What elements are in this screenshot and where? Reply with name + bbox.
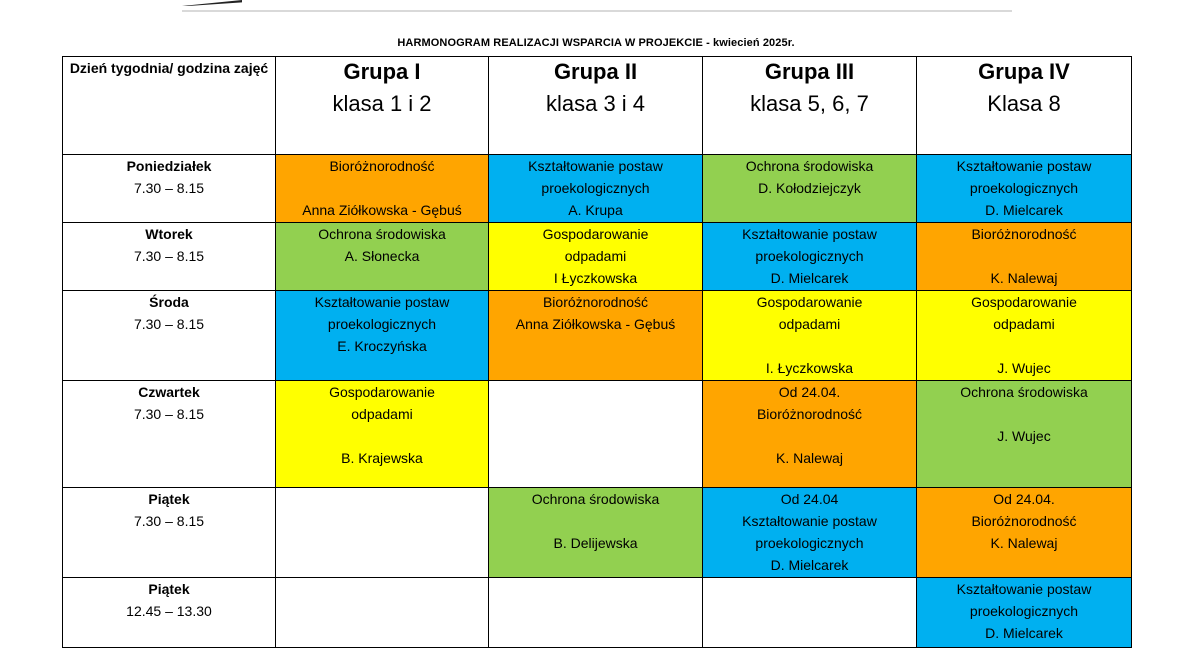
activity-line: Ochrona środowiska — [960, 384, 1088, 400]
group-class: klasa 5, 6, 7 — [750, 91, 869, 116]
activity-line: B. Krajewska — [341, 450, 423, 466]
activity-line: Kształtowanie postaw — [956, 581, 1092, 597]
day-time: 12.45 – 13.30 — [126, 603, 212, 619]
activity-line: Gospodarowanie — [756, 294, 863, 310]
activity-line: K. Nalewaj — [776, 450, 843, 466]
activity-cell — [703, 223, 917, 291]
activity-line: Ochrona środowiska — [531, 491, 660, 507]
activity-line: Od 24.04. — [778, 384, 841, 400]
activity-line: Kształtowanie postaw — [314, 294, 450, 310]
schedule-row — [63, 155, 1132, 223]
activity-line: Anna Ziółkowska - Gębuś — [515, 316, 676, 332]
activity-line: D. Mielcarek — [770, 270, 849, 286]
activity-line: Kształtowanie postaw — [742, 513, 877, 529]
activity-line: proekologicznych — [969, 180, 1079, 196]
activity-line — [917, 335, 1131, 357]
activity-line — [703, 425, 916, 447]
activity-line: Kształtowanie postaw — [956, 158, 1092, 174]
group-name: Grupa I — [343, 59, 421, 84]
activity-line: D. Mielcarek — [985, 625, 1063, 641]
day-cell — [63, 381, 276, 488]
top-logo-strip — [182, 0, 1012, 12]
activity-line: odpadami — [993, 316, 1055, 332]
activity-line: Od 24.04 — [780, 491, 839, 507]
activity-line: Bioróżnorodność — [971, 513, 1077, 529]
activity-cell — [917, 223, 1132, 291]
activity-line: Bioróżnorodność — [329, 158, 435, 174]
group-header-3 — [703, 57, 917, 155]
activity-line: J. Wujec — [997, 428, 1051, 444]
activity-line: K. Nalewaj — [990, 535, 1058, 551]
activity-cell — [276, 223, 489, 291]
activity-line: odpadami — [564, 248, 627, 264]
activity-line: D. Mielcarek — [770, 557, 849, 573]
day-name: Piątek — [148, 491, 190, 507]
activity-line: Bioróżnorodność — [542, 294, 649, 310]
activity-cell — [276, 578, 489, 648]
activity-line: E. Kroczyńska — [337, 338, 427, 354]
schedule-title: HARMONOGRAM REALIZACJI WSPARCIA W PROJEKCIE - kwiecień 2025r. — [397, 37, 795, 49]
group-header-4 — [917, 57, 1132, 155]
day-cell — [63, 291, 276, 381]
activity-cell — [489, 488, 703, 578]
activity-line: J. Wujec — [997, 360, 1051, 376]
day-name: Piątek — [148, 581, 190, 597]
activity-line — [276, 425, 488, 447]
schedule-body — [63, 155, 1132, 648]
group-name: Grupa II — [553, 59, 638, 84]
activity-line: proekologicznych — [755, 248, 864, 264]
activity-line: B. Delijewska — [553, 535, 638, 551]
activity-line: A. Krupa — [568, 202, 623, 218]
activity-line — [489, 510, 702, 532]
activity-line: Anna Ziółkowska - Gębuś — [302, 202, 462, 218]
activity-line — [703, 335, 916, 357]
activity-cell — [917, 291, 1132, 381]
activity-line — [917, 403, 1131, 425]
activity-line: Gospodarowanie — [542, 226, 649, 242]
activity-line: I. Łyczkowska — [765, 360, 854, 376]
activity-cell — [276, 291, 489, 381]
day-time: 7.30 – 8.15 — [133, 248, 205, 264]
day-time: 7.30 – 8.15 — [133, 406, 205, 422]
day-cell — [63, 578, 276, 648]
activity-line: proekologicznych — [541, 180, 650, 196]
day-name: Czwartek — [138, 384, 200, 400]
activity-cell — [917, 155, 1132, 223]
corner-header: Dzień tygodnia/ godzina zajęć — [63, 57, 276, 155]
activity-line: Bioróżnorodność — [971, 226, 1077, 242]
activity-cell — [703, 155, 917, 223]
group-header-1 — [276, 57, 489, 155]
group-class: klasa 1 i 2 — [332, 91, 432, 116]
schedule-row — [63, 223, 1132, 291]
header-row — [63, 57, 1132, 155]
group-class: Klasa 8 — [987, 91, 1061, 116]
group-class: klasa 3 i 4 — [545, 91, 646, 116]
schedule-row — [63, 381, 1132, 488]
day-cell — [63, 155, 276, 223]
activity-line: Gospodarowanie — [329, 384, 435, 400]
activity-line — [276, 177, 488, 199]
activity-cell — [276, 488, 489, 578]
activity-line: Gospodarowanie — [971, 294, 1077, 310]
activity-cell — [703, 488, 917, 578]
activity-cell — [917, 578, 1132, 648]
activity-line: proekologicznych — [327, 316, 437, 332]
activity-cell — [489, 155, 703, 223]
activity-line: Bioróżnorodność — [756, 406, 863, 422]
activity-cell — [703, 381, 917, 488]
activity-line: proekologicznych — [755, 535, 864, 551]
activity-cell — [489, 578, 703, 648]
schedule-row — [63, 578, 1132, 648]
day-name: Środa — [149, 294, 189, 310]
activity-cell — [703, 578, 917, 648]
activity-line: D. Kołodziejczyk — [758, 180, 861, 196]
activity-cell — [703, 291, 917, 381]
group-name: Grupa IV — [978, 59, 1070, 84]
day-name: Wtorek — [145, 226, 193, 242]
schedule-row — [63, 291, 1132, 381]
schedule-table — [62, 56, 1132, 648]
activity-cell — [917, 488, 1132, 578]
day-cell — [63, 223, 276, 291]
activity-line: A. Słonecka — [344, 248, 420, 264]
activity-line: odpadami — [778, 316, 841, 332]
schedule-row — [63, 488, 1132, 578]
day-time: 7.30 – 8.15 — [133, 316, 205, 332]
activity-line: K. Nalewaj — [990, 270, 1058, 286]
activity-cell — [489, 381, 703, 488]
activity-line: Od 24.04. — [993, 491, 1055, 507]
group-header-2 — [489, 57, 703, 155]
day-name: Poniedziałek — [126, 158, 212, 174]
activity-cell — [489, 291, 703, 381]
day-time: 7.30 – 8.15 — [133, 180, 205, 196]
activity-cell — [276, 381, 489, 488]
activity-line: Ochrona środowiska — [745, 158, 874, 174]
day-time: 7.30 – 8.15 — [133, 513, 205, 529]
activity-line: Ochrona środowiska — [318, 226, 446, 242]
activity-line: proekologicznych — [969, 603, 1079, 619]
activity-line: Kształtowanie postaw — [528, 158, 663, 174]
activity-line: I Łyczkowska — [553, 270, 638, 286]
activity-line: odpadami — [351, 406, 413, 422]
day-cell — [63, 488, 276, 578]
activity-cell — [276, 155, 489, 223]
activity-cell — [489, 223, 703, 291]
group-name: Grupa III — [764, 59, 855, 84]
activity-line: D. Mielcarek — [985, 202, 1063, 218]
activity-line — [917, 245, 1131, 267]
activity-cell — [917, 381, 1132, 488]
activity-line: Kształtowanie postaw — [742, 226, 877, 242]
